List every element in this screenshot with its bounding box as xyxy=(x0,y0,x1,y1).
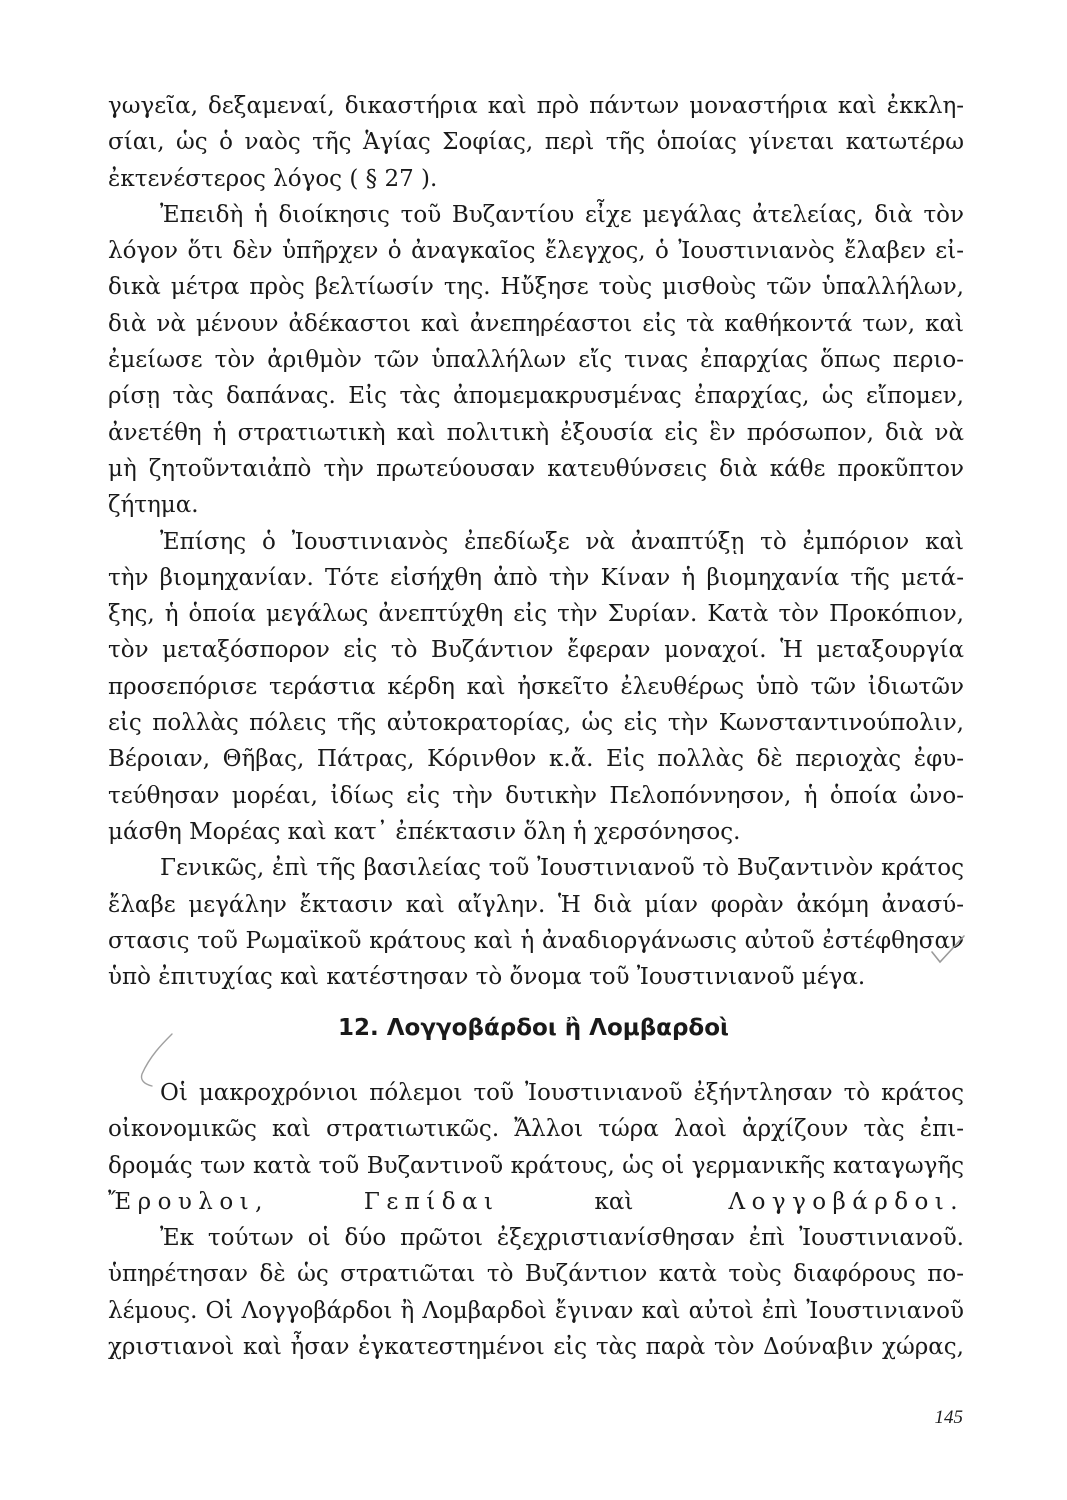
text-line: διὰ νὰ μένουν ἀδέκαστοι καὶ ἀνεπηρέαστοι εἰς τὰ καθήκοντά των, καὶ xyxy=(108,310,964,337)
text-line: χριστιανοὶ καὶ ἦσαν ἐγκατεστημένοι εἰς τὰς παρὰ τὸν Δούναβιν χώρας, xyxy=(108,1334,964,1361)
text-line: Ἐκ τούτων οἱ δύο πρῶτοι ἐξεχριστιανίσθησαν ἐπὶ Ἰουστινιανοῦ. xyxy=(160,1225,964,1252)
conjunction-word: καὶ xyxy=(594,1188,634,1215)
text-line: στασις τοῦ Ρωμαϊκοῦ κράτους καὶ ἡ ἀναδιοργάνωσις αὐτοῦ ἐστέφθησαν xyxy=(108,927,964,954)
text-line: Ἐπίσης ὁ Ἰουστινιανὸς ἐπεδίωξε νὰ ἀναπτύξῃ τὸ ἐμπόριον καὶ xyxy=(160,528,964,555)
text-line: Βέροιαν, Θῆβας, Πάτρας, Κόρινθον κ.ἄ. Εἰς πολλὰς δὲ περιοχὰς ἐφυ- xyxy=(108,746,964,773)
body-text-bottom xyxy=(108,1075,964,1365)
page-number: 145 xyxy=(934,1407,963,1428)
text-line: ὑπὸ ἐπιτυχίας καὶ κατέστησαν τὸ ὄνομα τοῦ Ἰουστινιανοῦ μέγα. xyxy=(108,964,866,991)
text-line: λόγον ὅτι δὲν ὑπῆρχεν ὁ ἀναγκαῖος ἔλεγχος, ὁ Ἰουστινιανὸς ἔλαβεν εἰ- xyxy=(108,238,964,265)
text-line: γωγεῖα, δεξαμεναί, δικαστήρια καὶ πρὸ πάντων μοναστήρια καὶ ἐκκλη- xyxy=(108,93,964,119)
text-line: δρομάς των κατὰ τοῦ Βυζαντινοῦ κράτους, ὡς οἱ γερμανικῆς καταγωγῆς xyxy=(108,1152,964,1179)
spaced-names-line xyxy=(108,1184,964,1220)
text-line: λέμους. Οἱ Λογγοβάρδοι ἢ Λομβαρδοὶ ἔγιναν καὶ αὐτοὶ ἐπὶ Ἰουστινιανοῦ xyxy=(108,1297,964,1324)
text-line: Οἱ μακροχρόνιοι πόλεμοι τοῦ Ἰουστινιανοῦ ἐξήντλησαν τὸ κράτος xyxy=(160,1080,964,1106)
text-line: ζήτημα. xyxy=(108,492,199,519)
text-line: Ἐπειδὴ ἡ διοίκησις τοῦ Βυζαντίου εἶχε μεγάλας ἀτελείας, διὰ τὸν xyxy=(160,201,964,228)
spaced-word: Ἔρουλοι, xyxy=(108,1188,269,1215)
text-line: Γενικῶς, ἐπὶ τῆς βασιλείας τοῦ Ἰουστινιανοῦ τὸ Βυζαντινὸν κράτος xyxy=(160,855,964,882)
text-line: ξης, ἡ ὁποία μεγάλως ἀνεπτύχθη εἰς τὴν Συρίαν. Κατὰ τὸν Προκόπιον, xyxy=(108,601,964,628)
section-heading: 12. Λογγοβάρδοι ἢ Λομβαρδοὶ xyxy=(338,1015,729,1041)
text-line: μάσθη Μορέας καὶ κατ᾽ ἐπέκτασιν ὅλη ἡ χερσόνησος. xyxy=(108,818,741,845)
text-line: ρίσῃ τὰς δαπάνας. Εἰς τὰς ἀπομεμακρυσμένας ἐπαρχίας, ὡς εἴπομεν, xyxy=(108,383,964,410)
text-line: τὴν βιομηχανίαν. Τότε εἰσήχθη ἀπὸ τὴν Κίναν ἡ βιομηχανία τῆς μετά- xyxy=(108,564,964,591)
body-text-top xyxy=(108,88,964,995)
spaced-word: Γεπίδαι xyxy=(363,1188,500,1215)
text-line: ὑπηρέτησαν δὲ ὡς στρατιῶται τὸ Βυζάντιον κατὰ τοὺς διαφόρους πο- xyxy=(108,1261,964,1288)
spaced-word: Λογγοβάρδοι. xyxy=(728,1188,964,1215)
pencil-check-icon xyxy=(928,930,968,970)
text-line: ἐκτενέστερος λόγος ( § 27 ). xyxy=(108,165,438,192)
text-line: ἔλαβε μεγάλην ἔκτασιν καὶ αἴγλην. Ἡ διὰ μίαν φορὰν ἀκόμη ἀνασύ- xyxy=(108,891,964,918)
text-line: ἀνετέθη ἡ στρατιωτικὴ καὶ πολιτικὴ ἐξουσία εἰς ἓν πρόσωπον, διὰ νὰ xyxy=(108,419,964,446)
text-line: σίαι, ὡς ὁ ναὸς τῆς Ἁγίας Σοφίας, περὶ τῆς ὁποίας γίνεται κατωτέρω xyxy=(108,129,964,156)
text-line: ἐμείωσε τὸν ἀριθμὸν τῶν ὑπαλλήλων εἴς τινας ἐπαρχίας ὅπως περιο- xyxy=(108,347,964,374)
text-line: τεύθησαν μορέαι, ἰδίως εἰς τὴν δυτικὴν Πελοπόννησον, ἡ ὁποία ὠνο- xyxy=(108,782,964,809)
text-line: οἰκονομικῶς καὶ στρατιωτικῶς. Ἄλλοι τώρα λαοὶ ἀρχίζουν τὰς ἐπι- xyxy=(108,1116,964,1143)
text-line: εἰς πολλὰς πόλεις τῆς αὐτοκρατορίας, ὡς εἰς τὴν Κωνσταντινούπολιν, xyxy=(108,710,964,737)
text-line: δικὰ μέτρα πρὸς βελτίωσίν της. Ηὔξησε τοὺς μισθοὺς τῶν ὑπαλλήλων, xyxy=(108,274,964,301)
text-line: προσεπόρισε τεράστια κέρδη καὶ ἠσκεῖτο ἐλευθέρως ὑπὸ τῶν ἰδιωτῶν xyxy=(108,673,964,700)
text-line: τὸν μεταξόσπορον εἰς τὸ Βυζάντιον ἔφεραν μοναχοί. Ἡ μεταξουργία xyxy=(108,637,964,664)
text-line: μὴ ζητοῦνταιἀπὸ τὴν πρωτεύουσαν κατευθύνσεις διὰ κάθε προκῦπτον xyxy=(108,455,964,482)
